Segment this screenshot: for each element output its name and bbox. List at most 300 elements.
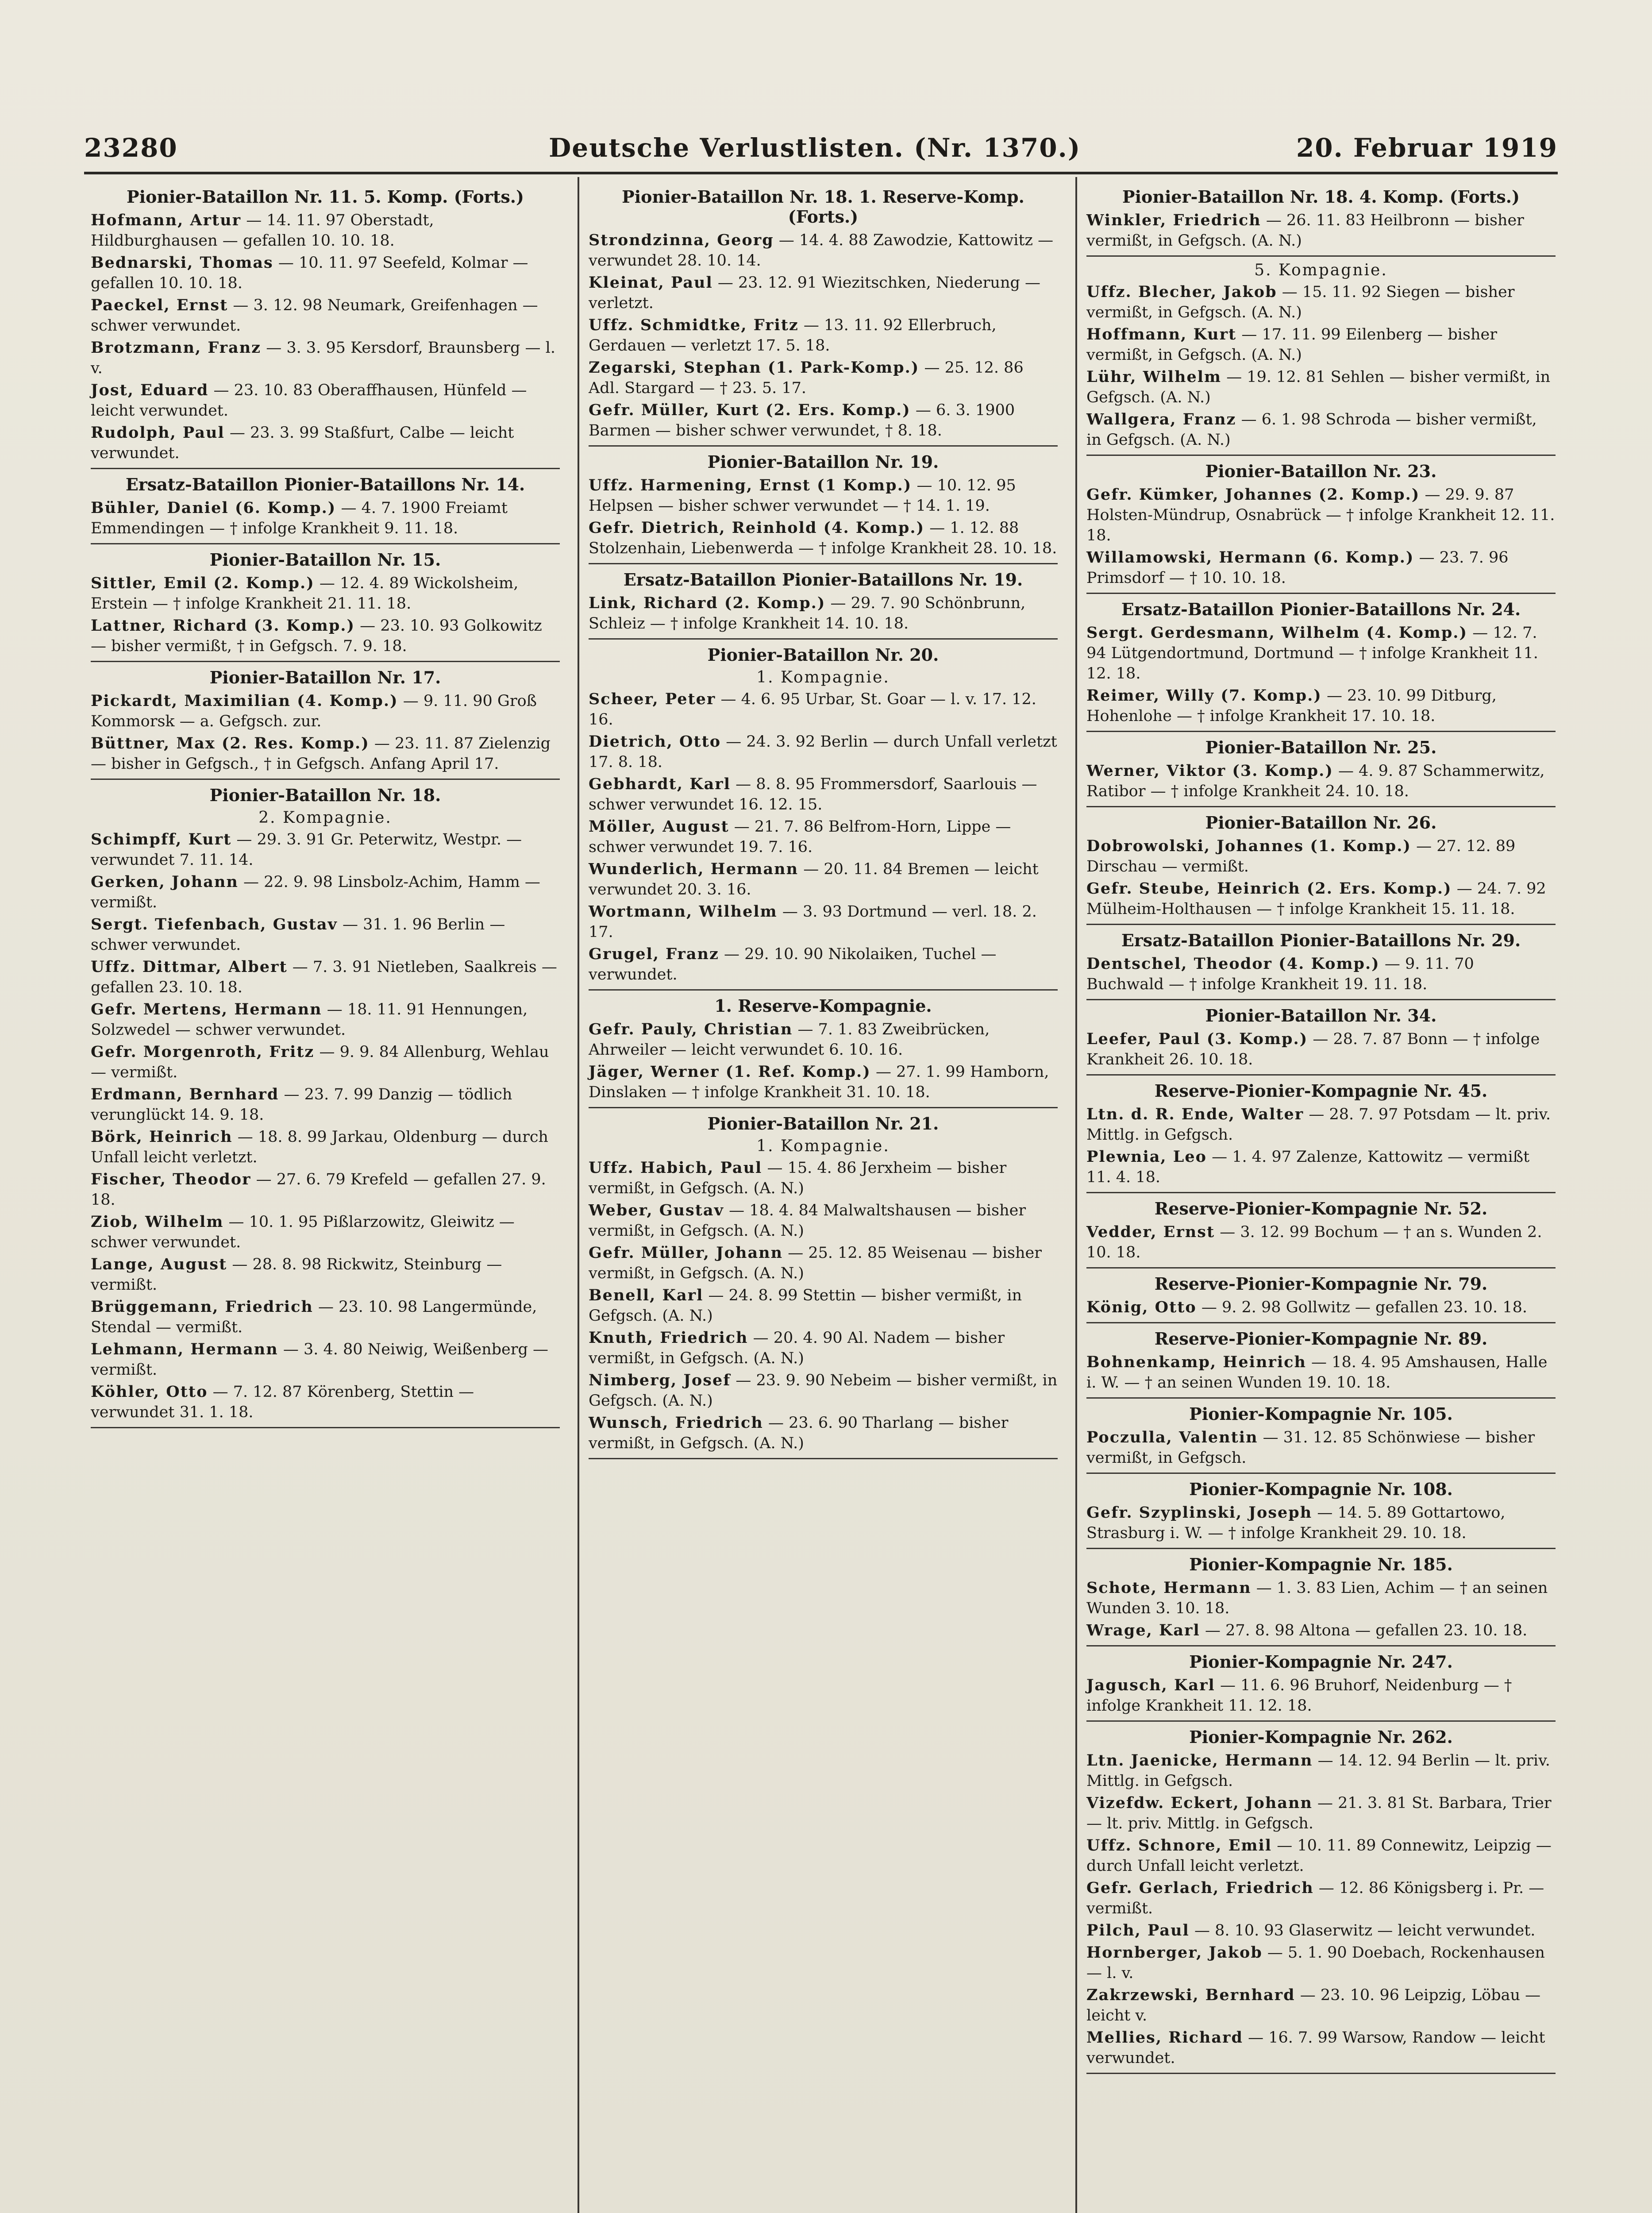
- section-heading: Reserve-Pionier-Kompagnie Nr. 45.: [1154, 1081, 1488, 1101]
- casualty-name: Uffz. Schmidtke, Fritz: [589, 316, 799, 334]
- section-heading: Pionier-Bataillon Nr. 17.: [209, 667, 441, 687]
- section-heading: Pionier-Bataillon Nr. 21.: [707, 1114, 939, 1133]
- casualty-details: — 29. 10. 90 Nikolaiken, Tuchel — verwundet.: [589, 945, 997, 983]
- casualty-entry: [1086, 1835, 1556, 1876]
- casualty-details: — 24. 8. 99 Stettin — bisher vermißt, in Gefgsch. (A. N.): [589, 1287, 1022, 1325]
- casualty-name: Börk, Heinrich: [91, 1128, 233, 1146]
- casualty-name: Rudolph, Paul: [91, 424, 225, 442]
- casualty-name: Sergt. Tiefenbach, Gustav: [91, 915, 338, 933]
- section-rule: [1086, 1074, 1556, 1076]
- casualty-name: Benell, Karl: [589, 1286, 704, 1304]
- page-header: [84, 133, 1558, 168]
- casualty-name: Erdmann, Bernhard: [91, 1085, 279, 1103]
- casualty-entry: [1086, 324, 1556, 365]
- casualty-name: Hofmann, Artur: [91, 211, 242, 229]
- casualty-details: — 3. 12. 98 Neumark, Greifenhagen — schwer verwundet.: [91, 297, 538, 335]
- casualty-details: — 23. 6. 90 Tharlang — bisher vermißt, in Gefgsch. (A. N.): [589, 1414, 1009, 1452]
- page-number: 23280: [84, 133, 178, 163]
- casualty-details: — 8. 8. 95 Frommersdorf, Saarlouis — schwer verwundet 16. 12. 15.: [589, 775, 1037, 813]
- casualty-entry: [91, 616, 560, 656]
- section-rule: [1086, 2073, 1556, 2074]
- section-rule: [589, 638, 1058, 640]
- casualty-name: Köhler, Otto: [91, 1383, 208, 1401]
- casualty-name: Mellies, Richard: [1086, 2028, 1243, 2047]
- section-rule: [1086, 924, 1556, 925]
- casualty-name: Strondzinna, Georg: [589, 231, 774, 249]
- title-text: Deutsche Verlustlisten.: [549, 133, 904, 163]
- casualty-details: — 24. 7. 92 Mülheim-Holthausen — † infolge Krankheit 15. 11. 18.: [1086, 880, 1546, 918]
- casualty-name: Uffz. Schnore, Emil: [1086, 1836, 1272, 1854]
- casualty-details: — 21. 3. 81 St. Barbara, Trier — lt. priv. Mittlg. in Gefgsch.: [1086, 1794, 1552, 1832]
- casualty-entry: [589, 1413, 1058, 1453]
- section-heading: Pionier-Bataillon Nr. 26.: [1205, 813, 1437, 833]
- casualty-details: — 17. 11. 99 Eilenberg — bisher vermißt, in Gefgsch. (A. N.): [1086, 326, 1497, 364]
- casualty-entry: [1086, 1427, 1556, 1468]
- casualty-entry: [91, 733, 560, 774]
- casualty-details: — 28. 7. 97 Potsdam — lt. priv. Mittlg. in Gefgsch.: [1086, 1106, 1551, 1144]
- casualty-details: — 4. 9. 87 Schammerwitz, Ratibor — † infolge Krankheit 24. 10. 18.: [1086, 762, 1545, 800]
- casualty-details: — 10. 11. 97 Seefeld, Kolmar — gefallen 10. 10. 18.: [91, 254, 528, 292]
- casualty-entry: [1086, 2028, 1556, 2068]
- section-rule: [589, 445, 1058, 447]
- casualty-entry: [1086, 1503, 1556, 1543]
- section-rule: [91, 1427, 560, 1428]
- casualty-entry: [589, 1285, 1058, 1326]
- casualty-name: Vedder, Ernst: [1086, 1223, 1215, 1241]
- casualty-details: — 23. 10. 96 Leipzig, Löbau — leicht v.: [1086, 1986, 1541, 2024]
- casualty-entry: [91, 691, 560, 732]
- casualty-entry: [589, 358, 1058, 398]
- section-heading: Reserve-Pionier-Kompagnie Nr. 52.: [1154, 1199, 1488, 1218]
- casualty-entry: [91, 1382, 560, 1423]
- subsection-heading: 1. Kompagnie.: [756, 1137, 890, 1155]
- casualty-details: — 27. 8. 98 Altona — gefallen 23. 10. 18.: [1200, 1622, 1528, 1639]
- casualty-entry: [1086, 1222, 1556, 1263]
- section-rule: [589, 563, 1058, 564]
- casualty-name: Pilch, Paul: [1086, 1921, 1190, 1939]
- casualty-entry: [91, 210, 560, 251]
- casualty-entry: [589, 902, 1058, 942]
- casualty-details: — 27. 1. 99 Hamborn, Dinslaken — † infolge Krankheit 31. 10. 18.: [589, 1063, 1049, 1101]
- section-heading: Pionier-Kompagnie Nr. 247.: [1189, 1652, 1453, 1672]
- casualty-entry: [1086, 1878, 1556, 1919]
- casualty-entry: [91, 1084, 560, 1125]
- casualty-entry: [91, 914, 560, 955]
- casualty-details: — 14. 11. 97 Oberstadt, Hildburghausen — gefallen 10. 10. 18.: [91, 212, 434, 250]
- casualty-details: — 9. 11. 90 Groß Kommorsk — a. Gefgsch. zur.: [91, 692, 537, 730]
- casualty-name: Gefr. Gerlach, Friedrich: [1086, 1879, 1314, 1897]
- column-divider: [1075, 177, 1077, 2213]
- casualty-entry: [1086, 1578, 1556, 1619]
- casualty-entry: [91, 253, 560, 293]
- casualty-entry: [589, 315, 1058, 356]
- casualty-name: König, Otto: [1086, 1298, 1197, 1316]
- casualty-name: Gerken, Johann: [91, 873, 239, 891]
- casualty-details: — 9. 2. 98 Gollwitz — gefallen 23. 10. 18.: [1196, 1299, 1527, 1316]
- section-rule: [1086, 999, 1556, 1000]
- casualty-name: Fischer, Theodor: [91, 1170, 251, 1188]
- section-heading: Pionier-Bataillon Nr. 34.: [1205, 1006, 1437, 1026]
- casualty-name: Jagusch, Karl: [1086, 1676, 1215, 1694]
- section-rule: [1086, 255, 1556, 257]
- casualty-details: — 27. 12. 89 Dirschau — vermißt.: [1086, 837, 1516, 875]
- section-rule: [1086, 593, 1556, 594]
- casualty-entry: [1086, 836, 1556, 877]
- casualty-name: Wunderlich, Hermann: [589, 860, 799, 878]
- section-heading: Pionier-Bataillon Nr. 11. 5. Komp. (Forts.): [127, 187, 524, 207]
- casualty-details: — 29. 3. 91 Gr. Peterwitz, Westpr. — verwundet 7. 11. 14.: [91, 831, 522, 869]
- column-2: [589, 181, 1058, 1464]
- casualty-details: — 23. 11. 87 Zielenzig — bisher in Gefgsch., † in Gefgsch. Anfang April 17.: [91, 735, 551, 773]
- casualty-name: Weber, Gustav: [589, 1201, 724, 1219]
- casualty-details: — 23. 7. 96 Primsdorf — † 10. 10. 18.: [1086, 549, 1509, 587]
- casualty-name: Wallgera, Franz: [1086, 410, 1236, 428]
- casualty-name: Bohnenkamp, Heinrich: [1086, 1353, 1306, 1371]
- section-heading: Pionier-Kompagnie Nr. 105.: [1189, 1404, 1453, 1424]
- casualty-details: — 23. 3. 99 Staßfurt, Calbe — leicht verwundet.: [91, 424, 514, 462]
- column-1: [91, 181, 560, 1433]
- casualty-name: Hoffmann, Kurt: [1086, 325, 1237, 343]
- casualty-name: Paeckel, Ernst: [91, 296, 228, 314]
- casualty-name: Uffz. Dittmar, Albert: [91, 958, 288, 976]
- casualty-name: Lattner, Richard (3. Komp.): [91, 617, 355, 635]
- casualty-entry: [1086, 954, 1556, 995]
- casualty-entry: [1086, 879, 1556, 919]
- casualty-name: Uffz. Blecher, Jakob: [1086, 283, 1277, 301]
- casualty-entry: [589, 1019, 1058, 1060]
- casualty-details: — 16. 7. 99 Warsow, Randow — leicht verwundet.: [1086, 2029, 1545, 2067]
- casualty-details: — 1. 12. 88 Stolzenhain, Liebenwerda — † infolge Krankheit 28. 10. 18.: [589, 519, 1057, 557]
- section-rule: [1086, 1645, 1556, 1646]
- section-rule: [91, 543, 560, 544]
- casualty-details: — 23. 12. 91 Wiezitschken, Niederung — verletzt.: [589, 274, 1041, 312]
- casualty-name: Poczulla, Valentin: [1086, 1428, 1258, 1446]
- casualty-name: Gefr. Szyplinski, Joseph: [1086, 1504, 1313, 1522]
- section-rule: [91, 468, 560, 469]
- casualty-details: — 4. 6. 95 Urbar, St. Goar — l. v. 17. 12. 16.: [589, 690, 1036, 729]
- casualty-details: — 12. 86 Königsberg i. Pr. — vermißt.: [1086, 1879, 1544, 1917]
- casualty-name: Sittler, Emil (2. Komp.): [91, 574, 315, 592]
- casualty-details: — 1. 3. 83 Lien, Achim — † an seinen Wunden 3. 10. 18.: [1086, 1579, 1548, 1617]
- section-heading: Ersatz-Bataillon Pionier-Bataillons Nr. 14.: [125, 474, 525, 494]
- casualty-details: — 3. 4. 80 Neiwig, Weißenberg — vermißt.: [91, 1341, 549, 1379]
- casualty-details: — 26. 11. 83 Heilbronn — bisher vermißt, in Gefgsch. (A. N.): [1086, 212, 1524, 250]
- casualty-entry: [589, 273, 1058, 313]
- casualty-entry: [91, 423, 560, 463]
- section-rule: [1086, 1322, 1556, 1323]
- casualty-entry: [589, 689, 1058, 730]
- casualty-entry: [91, 872, 560, 913]
- section-heading: Pionier-Bataillon Nr. 25.: [1205, 737, 1437, 757]
- casualty-entry: [1086, 547, 1556, 588]
- casualty-details: — 19. 12. 81 Sehlen — bisher vermißt, in Gefgsch. (A. N.): [1086, 368, 1551, 406]
- section-heading: Pionier-Kompagnie Nr. 185.: [1189, 1554, 1453, 1574]
- casualty-entry: [1086, 1943, 1556, 1983]
- casualty-entry: [589, 1200, 1058, 1241]
- casualty-entry: [1086, 1750, 1556, 1791]
- casualty-entry: [589, 1062, 1058, 1103]
- casualty-name: Vizefdw. Eckert, Johann: [1086, 1794, 1313, 1812]
- casualty-details: — 18. 4. 84 Malwaltshausen — bisher vermißt, in Gefgsch. (A. N.): [589, 1202, 1026, 1240]
- casualty-details: — 20. 11. 84 Bremen — leicht verwundet 20. 3. 16.: [589, 860, 1039, 898]
- section-rule: [1086, 731, 1556, 732]
- casualty-entry: [589, 944, 1058, 985]
- casualty-details: — 11. 6. 96 Bruhorf, Neidenburg — † infolge Krankheit 11. 12. 18.: [1086, 1677, 1512, 1715]
- casualty-name: Sergt. Gerdesmann, Wilhelm (4. Komp.): [1086, 624, 1468, 642]
- header-rule: [84, 172, 1558, 174]
- casualty-details: — 21. 7. 86 Belfrom-Horn, Lippe — schwer verwundet 19. 7. 16.: [589, 818, 1011, 856]
- casualty-details: — 4. 7. 1900 Freiamt Emmendingen — † infolge Krankheit 9. 11. 18.: [91, 499, 508, 537]
- casualty-details: — 23. 7. 99 Danzig — tödlich verunglückt 14. 9. 18.: [91, 1086, 512, 1124]
- section-heading: 1. Reserve-Kompagnie.: [714, 996, 932, 1016]
- casualty-name: Werner, Viktor (3. Komp.): [1086, 762, 1333, 780]
- casualty-name: Gefr. Mertens, Hermann: [91, 1000, 322, 1018]
- casualty-entry: [589, 774, 1058, 815]
- casualty-entry: [1086, 1029, 1556, 1070]
- casualty-name: Schimpff, Kurt: [91, 830, 232, 848]
- casualty-entry: [1086, 485, 1556, 546]
- casualty-details: — 18. 8. 99 Jarkau, Oldenburg — durch Unfall leicht verletzt.: [91, 1128, 548, 1166]
- casualty-entry: [589, 518, 1058, 559]
- casualty-name: Wrage, Karl: [1086, 1621, 1200, 1639]
- casualty-details: — 31. 1. 96 Berlin — schwer verwundet.: [91, 916, 505, 954]
- casualty-entry: [91, 1212, 560, 1253]
- casualty-entry: [91, 573, 560, 614]
- section-heading: Ersatz-Bataillon Pionier-Bataillons Nr. 19.: [623, 570, 1023, 590]
- casualty-name: Dietrich, Otto: [589, 733, 721, 751]
- casualty-entry: [91, 1254, 560, 1295]
- casualty-entry: [91, 1339, 560, 1380]
- casualty-entry: [1086, 1352, 1556, 1393]
- casualty-entry: [91, 957, 560, 998]
- casualty-name: Wunsch, Friedrich: [589, 1414, 763, 1432]
- section-heading: Pionier-Kompagnie Nr. 262.: [1189, 1727, 1453, 1747]
- casualty-details: — 25. 12. 86 Adl. Stargard — † 23. 5. 17.: [589, 359, 1024, 397]
- casualty-entry: [589, 732, 1058, 772]
- casualty-details: — 23. 10. 93 Golkowitz — bisher vermißt, † in Gefgsch. 7. 9. 18.: [91, 617, 542, 655]
- casualty-entry: [1086, 623, 1556, 684]
- casualty-name: Scheer, Peter: [589, 690, 716, 708]
- casualty-entry: [91, 1127, 560, 1168]
- casualty-entry: [1086, 1104, 1556, 1145]
- casualty-details: — 5. 1. 90 Doebach, Rockenhausen — l. v.: [1086, 1944, 1545, 1982]
- column-3: [1086, 181, 1556, 2078]
- casualty-details: — 22. 9. 98 Linsbolz-Achim, Hamm — vermißt.: [91, 873, 540, 911]
- section-rule: [1086, 1397, 1556, 1399]
- section-heading: Pionier-Bataillon Nr. 18.: [209, 785, 441, 805]
- casualty-entry: [1086, 1297, 1556, 1318]
- casualty-entry: [91, 999, 560, 1040]
- section-heading: Reserve-Pionier-Kompagnie Nr. 79.: [1154, 1274, 1488, 1294]
- section-rule: [1086, 1267, 1556, 1268]
- casualty-name: Gefr. Dietrich, Reinhold (4. Komp.): [589, 519, 925, 537]
- section-rule: [589, 1458, 1058, 1459]
- casualty-details: — 9. 9. 84 Allenburg, Wehlau — vermißt.: [91, 1043, 549, 1081]
- casualty-name: Brüggemann, Friedrich: [91, 1298, 313, 1316]
- casualty-name: Gefr. Morgenroth, Fritz: [91, 1043, 315, 1061]
- casualty-details: — 12. 7. 94 Lütgendortmund, Dortmund — † infolge Krankheit 11. 12. 18.: [1086, 624, 1538, 682]
- subsection-heading: 5. Kompagnie.: [1254, 261, 1388, 279]
- casualty-details: — 18. 11. 91 Hennungen, Solzwedel — schwer verwundet.: [91, 1001, 528, 1039]
- casualty-name: Uffz. Harmening, Ernst (1 Komp.): [589, 476, 912, 494]
- casualty-entry: [589, 1328, 1058, 1369]
- casualty-name: Plewnia, Leo: [1086, 1148, 1207, 1166]
- casualty-entry: [1086, 1985, 1556, 2026]
- casualty-entry: [589, 1243, 1058, 1284]
- casualty-details: — 9. 11. 70 Buchwald — † infolge Krankheit 19. 11. 18.: [1086, 955, 1474, 993]
- casualty-entry: [91, 295, 560, 336]
- casualty-name: Gefr. Kümker, Johannes (2. Komp.): [1086, 486, 1420, 504]
- casualty-name: Büttner, Max (2. Res. Komp.): [91, 734, 370, 752]
- casualty-details: — 31. 12. 85 Schönwiese — bisher vermißt, in Gefgsch.: [1086, 1429, 1535, 1467]
- section-rule: [1086, 806, 1556, 807]
- casualty-name: Bühler, Daniel (6. Komp.): [91, 499, 336, 517]
- column-divider: [578, 177, 579, 2213]
- subsection-heading: 1. Kompagnie.: [756, 668, 890, 686]
- casualty-details: — 7. 1. 83 Zweibrücken, Ahrweiler — leicht verwundet 6. 10. 16.: [589, 1021, 990, 1059]
- section-heading: Reserve-Pionier-Kompagnie Nr. 89.: [1154, 1329, 1488, 1349]
- casualty-entry: [1086, 367, 1556, 408]
- casualty-entry: [91, 829, 560, 870]
- casualty-details: — 15. 4. 86 Jerxheim — bisher vermißt, in Gefgsch. (A. N.): [589, 1159, 1007, 1197]
- casualty-entry: [1086, 1793, 1556, 1834]
- section-rule: [1086, 1473, 1556, 1474]
- section-rule: [1086, 1548, 1556, 1549]
- casualty-entry: [1086, 761, 1556, 802]
- publication-title: [549, 133, 1081, 163]
- casualty-details: — 29. 7. 90 Schönbrunn, Schleiz — † infolge Krankheit 14. 10. 18.: [589, 594, 1026, 632]
- casualty-name: Zakrzewski, Bernhard: [1086, 1986, 1295, 2004]
- casualty-details: — 23. 9. 90 Nebeim — bisher vermißt, in Gefgsch. (A. N.): [589, 1372, 1058, 1410]
- casualty-entry: [91, 380, 560, 421]
- casualty-details: — 28. 7. 87 Bonn — † infolge Krankheit 26. 10. 18.: [1086, 1030, 1540, 1068]
- casualty-entry: [1086, 1620, 1556, 1641]
- casualty-details: — 15. 11. 92 Siegen — bisher vermißt, in Gefgsch. (A. N.): [1086, 283, 1515, 321]
- casualty-entry: [589, 859, 1058, 900]
- subsection-heading: 2. Kompagnie.: [258, 809, 392, 827]
- section-rule: [1086, 455, 1556, 456]
- casualty-name: Grugel, Franz: [589, 945, 719, 963]
- casualty-details: — 14. 12. 94 Berlin — lt. priv. Mittlg. in Gefgsch.: [1086, 1752, 1550, 1790]
- casualty-name: Schote, Hermann: [1086, 1579, 1252, 1597]
- casualty-details: — 10. 12. 95 Helpsen — bisher schwer verwundet — † 14. 1. 19.: [589, 477, 1016, 515]
- casualty-name: Gefr. Steube, Heinrich (2. Ers. Komp.): [1086, 879, 1452, 898]
- section-heading: Pionier-Bataillon Nr. 23.: [1205, 461, 1437, 481]
- casualty-details: — 24. 3. 92 Berlin — durch Unfall verletzt 17. 8. 18.: [589, 733, 1057, 771]
- section-heading: Pionier-Kompagnie Nr. 108.: [1189, 1479, 1453, 1499]
- section-rule: [589, 1107, 1058, 1108]
- casualty-details: — 12. 4. 89 Wickolsheim, Erstein — † infolge Krankheit 21. 11. 18.: [91, 574, 519, 613]
- casualty-details: — 18. 4. 95 Amshausen, Halle i. W. — † an seinen Wunden 19. 10. 18.: [1086, 1353, 1548, 1392]
- casualty-name: Möller, August: [589, 817, 729, 836]
- casualty-name: Reimer, Willy (7. Komp.): [1086, 686, 1322, 705]
- section-heading: Ersatz-Bataillon Pionier-Bataillons Nr. 29.: [1121, 930, 1521, 950]
- casualty-entry: [91, 498, 560, 539]
- casualty-entry: [1086, 409, 1556, 450]
- casualty-name: Ltn. Jaenicke, Hermann: [1086, 1751, 1313, 1770]
- section-heading: Pionier-Bataillon Nr. 18. 1. Reserve-Komp. (Forts.): [622, 187, 1024, 227]
- casualty-name: Dentschel, Theodor (4. Komp.): [1086, 955, 1380, 973]
- casualty-name: Gefr. Müller, Kurt (2. Ers. Komp.): [589, 401, 911, 419]
- casualty-details: — 7. 12. 87 Körenberg, Stettin — verwundet 31. 1. 18.: [91, 1383, 474, 1421]
- casualty-details: — 27. 6. 79 Krefeld — gefallen 27. 9. 18.: [91, 1171, 546, 1209]
- casualty-name: Winkler, Friedrich: [1086, 211, 1261, 229]
- section-heading: Pionier-Bataillon Nr. 18. 4. Komp. (Forts.): [1122, 187, 1520, 207]
- casualty-name: Bednarski, Thomas: [91, 254, 273, 272]
- casualty-details: — 14. 4. 88 Zawodzie, Kattowitz — verwundet 28. 10. 14.: [589, 231, 1054, 270]
- casualty-entry: [589, 1158, 1058, 1199]
- section-rule: [1086, 1192, 1556, 1193]
- section-rule: [91, 661, 560, 662]
- casualty-details: — 8. 10. 93 Glaserwitz — leicht verwundet.: [1189, 1922, 1536, 1939]
- casualty-details: — 1. 4. 97 Zalenze, Kattowitz — vermißt 11. 4. 18.: [1086, 1148, 1530, 1186]
- casualty-details: — 23. 10. 99 Ditburg, Hohenlohe — † infolge Krankheit 17. 10. 18.: [1086, 687, 1497, 725]
- issue-number: (Nr. 1370.): [914, 133, 1081, 163]
- casualty-name: Pickardt, Maximilian (4. Komp.): [91, 692, 398, 710]
- casualty-details: — 23. 10. 83 Oberaffhausen, Hünfeld — leicht verwundet.: [91, 382, 527, 420]
- casualty-details: — 3. 93 Dortmund — verl. 18. 2. 17.: [589, 903, 1037, 941]
- casualty-entry: [91, 1169, 560, 1210]
- casualty-name: Kleinat, Paul: [589, 274, 713, 292]
- casualty-entry: [589, 593, 1058, 634]
- casualty-details: — 7. 3. 91 Nietleben, Saalkreis — gefallen 23. 10. 18.: [91, 958, 557, 996]
- issue-date: 20. Februar 1919: [1296, 133, 1558, 163]
- casualty-entry: [1086, 210, 1556, 251]
- casualty-details: — 23. 10. 98 Langermünde, Stendal — vermißt.: [91, 1298, 537, 1336]
- casualty-entry: [91, 338, 560, 378]
- casualty-name: Brotzmann, Franz: [91, 339, 262, 357]
- section-rule: [1086, 1720, 1556, 1722]
- casualty-details: — 25. 12. 85 Weisenau — bisher vermißt, in Gefgsch. (A. N.): [589, 1244, 1042, 1282]
- casualty-entry: [1086, 686, 1556, 726]
- casualty-entry: [1086, 1920, 1556, 1941]
- casualty-details: — 10. 11. 89 Connewitz, Leipzig — durch Unfall leicht verletzt.: [1086, 1837, 1552, 1875]
- casualty-entry: [1086, 1675, 1556, 1716]
- casualty-entry: [1086, 282, 1556, 323]
- section-rule: [91, 779, 560, 780]
- casualty-name: Gefr. Pauly, Christian: [589, 1020, 793, 1038]
- casualty-entry: [589, 817, 1058, 857]
- casualty-entry: [589, 400, 1058, 441]
- casualty-name: Jäger, Werner (1. Ref. Komp.): [589, 1063, 871, 1081]
- casualty-details: — 6. 3. 1900 Barmen — bisher schwer verwundet, † 8. 18.: [589, 401, 1015, 440]
- casualty-name: Wortmann, Wilhelm: [589, 902, 778, 921]
- casualty-details: — 14. 5. 89 Gottartowo, Strasburg i. W. — † infolge Krankheit 29. 10. 18.: [1086, 1504, 1506, 1542]
- casualty-name: Gebhardt, Karl: [589, 775, 731, 793]
- casualty-entry: [91, 1042, 560, 1083]
- casualty-name: Leefer, Paul (3. Komp.): [1086, 1030, 1308, 1048]
- section-heading: Pionier-Bataillon Nr. 20.: [707, 645, 939, 665]
- casualty-details: — 6. 1. 98 Schroda — bisher vermißt, in Gefgsch. (A. N.): [1086, 411, 1537, 449]
- casualty-details: — 13. 11. 92 Ellerbruch, Gerdauen — verletzt 17. 5. 18.: [589, 316, 997, 355]
- casualty-details: — 3. 12. 99 Bochum — † an s. Wunden 2. 10. 18.: [1086, 1223, 1542, 1261]
- casualty-details: — 29. 9. 87 Holsten-Mündrup, Osnabrück — † infolge Krankheit 12. 11. 18.: [1086, 486, 1555, 544]
- casualty-name: Dobrowolski, Johannes (1. Komp.): [1086, 837, 1411, 855]
- section-heading: Pionier-Bataillon Nr. 15.: [209, 550, 441, 570]
- casualty-details: — 10. 1. 95 Pißlarzowitz, Gleiwitz — schwer verwundet.: [91, 1213, 515, 1251]
- casualty-name: Gefr. Müller, Johann: [589, 1244, 783, 1262]
- casualty-name: Hornberger, Jakob: [1086, 1943, 1263, 1962]
- casualty-details: — 20. 4. 90 Al. Nadem — bisher vermißt, in Gefgsch. (A. N.): [589, 1329, 1005, 1367]
- casualty-name: Nimberg, Josef: [589, 1371, 731, 1389]
- section-heading: Pionier-Bataillon Nr. 19.: [707, 452, 939, 472]
- casualty-name: Jost, Eduard: [91, 381, 209, 399]
- casualty-entry: [589, 1370, 1058, 1411]
- casualty-entry: [589, 230, 1058, 271]
- casualty-name: Lehmann, Hermann: [91, 1340, 278, 1358]
- casualty-name: Ziob, Wilhelm: [91, 1213, 224, 1231]
- casualty-name: Ltn. d. R. Ende, Walter: [1086, 1105, 1304, 1123]
